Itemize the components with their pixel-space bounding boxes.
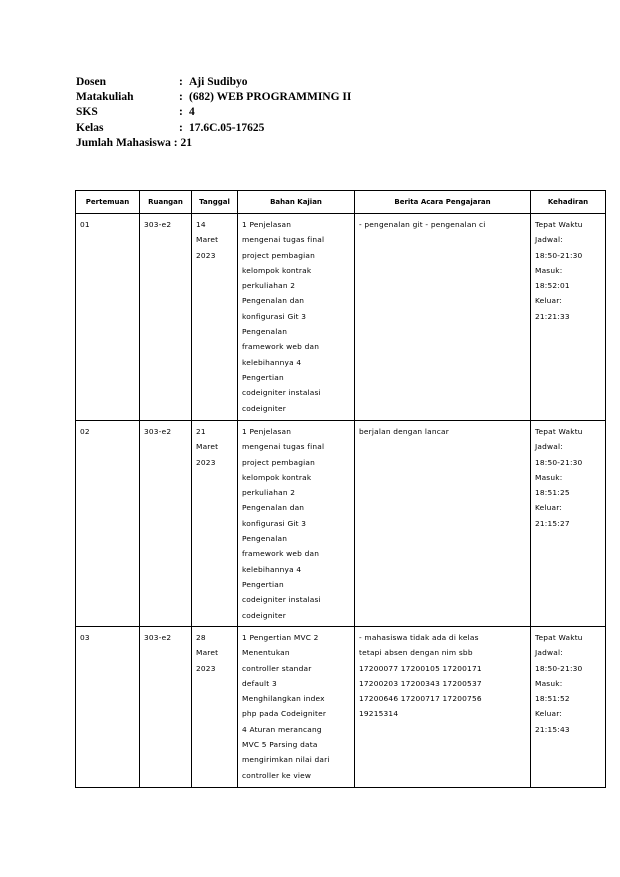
cell-line: project pembagian bbox=[242, 457, 316, 467]
cell-line: Tepat Waktu bbox=[535, 633, 583, 642]
cell-line: 19215314 bbox=[359, 709, 399, 719]
cell-line: framework web dan bbox=[242, 549, 320, 559]
cell-line: Tepat Waktu bbox=[535, 220, 583, 229]
sks-value: 4 bbox=[189, 106, 195, 119]
cell-line: berjalan dengan lancar bbox=[359, 427, 449, 436]
cell-line: Pengenalan bbox=[242, 327, 288, 337]
bahan-kajian-cell bbox=[238, 421, 355, 627]
cell-line: project pembagian bbox=[242, 250, 316, 260]
tanggal-cell bbox=[192, 214, 238, 421]
matakuliah-separator: : bbox=[179, 91, 183, 104]
cell-line: Pengertian bbox=[242, 579, 284, 589]
cell-line: 18:50-21:30 bbox=[535, 250, 583, 260]
jumlah-mahasiswa-value: 21 bbox=[180, 136, 192, 149]
cell-line: mengenai tugas final bbox=[242, 235, 325, 245]
sks-separator: : bbox=[179, 106, 183, 119]
cell-line: codeigniter instalasi bbox=[242, 595, 321, 605]
cell-line: 21:15:27 bbox=[535, 518, 570, 528]
cell-line: codeigniter bbox=[242, 403, 286, 413]
cell-line: 1 Penjelasan bbox=[242, 427, 292, 436]
kehadiran-cell bbox=[531, 421, 606, 627]
dosen-row bbox=[76, 75, 351, 90]
cell-line: Tepat Waktu bbox=[535, 427, 583, 436]
cell-line: codeigniter instalasi bbox=[242, 388, 321, 398]
cell-line: konfigurasi Git 3 bbox=[242, 311, 307, 321]
berita-acara-cell bbox=[355, 421, 531, 627]
ruangan-cell: 303-e2 bbox=[140, 421, 192, 627]
cell-line: 17200077 17200105 17200171 bbox=[359, 663, 482, 673]
ruangan-cell: 303-e2 bbox=[140, 214, 192, 421]
column-header-berita-acara: Berita Acara Pengajaran bbox=[355, 191, 531, 214]
dosen-label: Dosen bbox=[76, 76, 107, 88]
cell-line: tetapi absen dengan nim sbb bbox=[359, 648, 473, 658]
cell-line: Maret bbox=[196, 442, 219, 452]
cell-line: Masuk: bbox=[535, 265, 563, 275]
column-header-bahan-kajian: Bahan Kajian bbox=[238, 191, 355, 214]
cell-line: kelebihannya 4 bbox=[242, 357, 302, 367]
cell-line: Keluar: bbox=[535, 709, 563, 719]
jumlah-mahasiswa-separator: : bbox=[173, 136, 178, 149]
cell-line: mengirimkan nilai dari bbox=[242, 755, 330, 765]
cell-line: kelompok kontrak bbox=[242, 265, 312, 275]
cell-line: - mahasiswa tidak ada di kelas bbox=[359, 633, 479, 642]
cell-line: framework web dan bbox=[242, 342, 320, 352]
sks-row bbox=[76, 105, 351, 120]
matakuliah-value: (682) WEB PROGRAMMING II bbox=[189, 91, 352, 104]
pertemuan-cell: 01 bbox=[76, 214, 140, 421]
jumlah-mahasiswa-label: Jumlah Mahasiswa bbox=[76, 136, 171, 149]
ruangan-cell: 303-e2 bbox=[140, 627, 192, 788]
cell-line: Jadwal: bbox=[535, 235, 563, 245]
table-header-row bbox=[76, 191, 606, 214]
table-row bbox=[76, 214, 606, 421]
cell-line: 14 bbox=[196, 220, 206, 229]
cell-line: 2023 bbox=[196, 457, 216, 467]
cell-line: Masuk: bbox=[535, 472, 563, 482]
column-header-ruangan: Ruangan bbox=[140, 191, 192, 214]
cell-line: mengenai tugas final bbox=[242, 442, 325, 452]
cell-line: 4 Aturan merancang bbox=[242, 724, 322, 734]
cell-line: Pengertian bbox=[242, 372, 284, 382]
cell-line: 18:50-21:30 bbox=[535, 663, 583, 673]
kelas-separator: : bbox=[179, 121, 183, 134]
berita-acara-cell bbox=[355, 214, 531, 421]
cell-line: controller standar bbox=[242, 663, 312, 673]
cell-line: codeigniter bbox=[242, 610, 286, 620]
kelas-row bbox=[76, 121, 351, 136]
cell-line: Maret bbox=[196, 235, 219, 245]
cell-line: 2023 bbox=[196, 663, 216, 673]
table-row bbox=[76, 627, 606, 788]
cell-line: konfigurasi Git 3 bbox=[242, 518, 307, 528]
cell-line: 21:21:33 bbox=[535, 311, 570, 321]
pertemuan-cell: 03 bbox=[76, 627, 140, 788]
kehadiran-cell bbox=[531, 627, 606, 788]
cell-line: 1 Pengertian MVC 2 bbox=[242, 633, 319, 642]
cell-line: - pengenalan git - pengenalan ci bbox=[359, 220, 486, 229]
cell-line: default 3 bbox=[242, 678, 277, 688]
cell-line: Keluar: bbox=[535, 503, 563, 513]
cell-line: 17200646 17200717 17200756 bbox=[359, 694, 482, 704]
course-info-header bbox=[76, 75, 351, 151]
pertemuan-cell: 02 bbox=[76, 421, 140, 627]
cell-line: Jadwal: bbox=[535, 442, 563, 452]
bahan-kajian-cell bbox=[238, 214, 355, 421]
dosen-value: Aji Sudibyo bbox=[189, 76, 248, 88]
dosen-separator: : bbox=[179, 76, 183, 88]
cell-line: 17200203 17200343 17200537 bbox=[359, 678, 482, 688]
cell-line: Pengenalan bbox=[242, 534, 288, 544]
cell-line: controller ke view bbox=[242, 770, 312, 780]
cell-line: 18:52:01 bbox=[535, 281, 570, 291]
cell-line: Jadwal: bbox=[535, 648, 563, 658]
attendance-table bbox=[75, 190, 606, 788]
column-header-pertemuan: Pertemuan bbox=[76, 191, 140, 214]
cell-line: 28 bbox=[196, 633, 206, 642]
cell-line: 18:51:52 bbox=[535, 694, 570, 704]
cell-line: 18:51:25 bbox=[535, 488, 570, 498]
cell-line: 1 Penjelasan bbox=[242, 220, 292, 229]
berita-acara-cell bbox=[355, 627, 531, 788]
kelas-value: 17.6C.05-17625 bbox=[189, 121, 265, 134]
cell-line: 21:15:43 bbox=[535, 724, 570, 734]
cell-line: perkuliahan 2 bbox=[242, 281, 296, 291]
cell-line: 18:50-21:30 bbox=[535, 457, 583, 467]
cell-line: MVC 5 Parsing data bbox=[242, 740, 318, 750]
tanggal-cell bbox=[192, 627, 238, 788]
cell-line: kelompok kontrak bbox=[242, 472, 312, 482]
cell-line: Pengenalan dan bbox=[242, 296, 305, 306]
column-header-kehadiran: Kehadiran bbox=[531, 191, 606, 214]
cell-line: Pengenalan dan bbox=[242, 503, 305, 513]
cell-line: kelebihannya 4 bbox=[242, 564, 302, 574]
cell-line: Maret bbox=[196, 648, 219, 658]
kehadiran-cell bbox=[531, 214, 606, 421]
jumlah-mahasiswa-row bbox=[76, 136, 351, 151]
cell-line: Keluar: bbox=[535, 296, 563, 306]
cell-line: 2023 bbox=[196, 250, 216, 260]
cell-line: 21 bbox=[196, 427, 206, 436]
cell-line: perkuliahan 2 bbox=[242, 488, 296, 498]
cell-line: php pada Codeigniter bbox=[242, 709, 327, 719]
matakuliah-row bbox=[76, 90, 351, 105]
table-row bbox=[76, 421, 606, 627]
sks-label: SKS bbox=[76, 106, 98, 119]
bahan-kajian-cell bbox=[238, 627, 355, 788]
matakuliah-label: Matakuliah bbox=[76, 91, 134, 104]
kelas-label: Kelas bbox=[76, 121, 104, 134]
column-header-tanggal: Tanggal bbox=[192, 191, 238, 214]
cell-line: Menghilangkan index bbox=[242, 694, 325, 704]
cell-line: Menentukan bbox=[242, 648, 290, 658]
tanggal-cell bbox=[192, 421, 238, 627]
cell-line: Masuk: bbox=[535, 678, 563, 688]
